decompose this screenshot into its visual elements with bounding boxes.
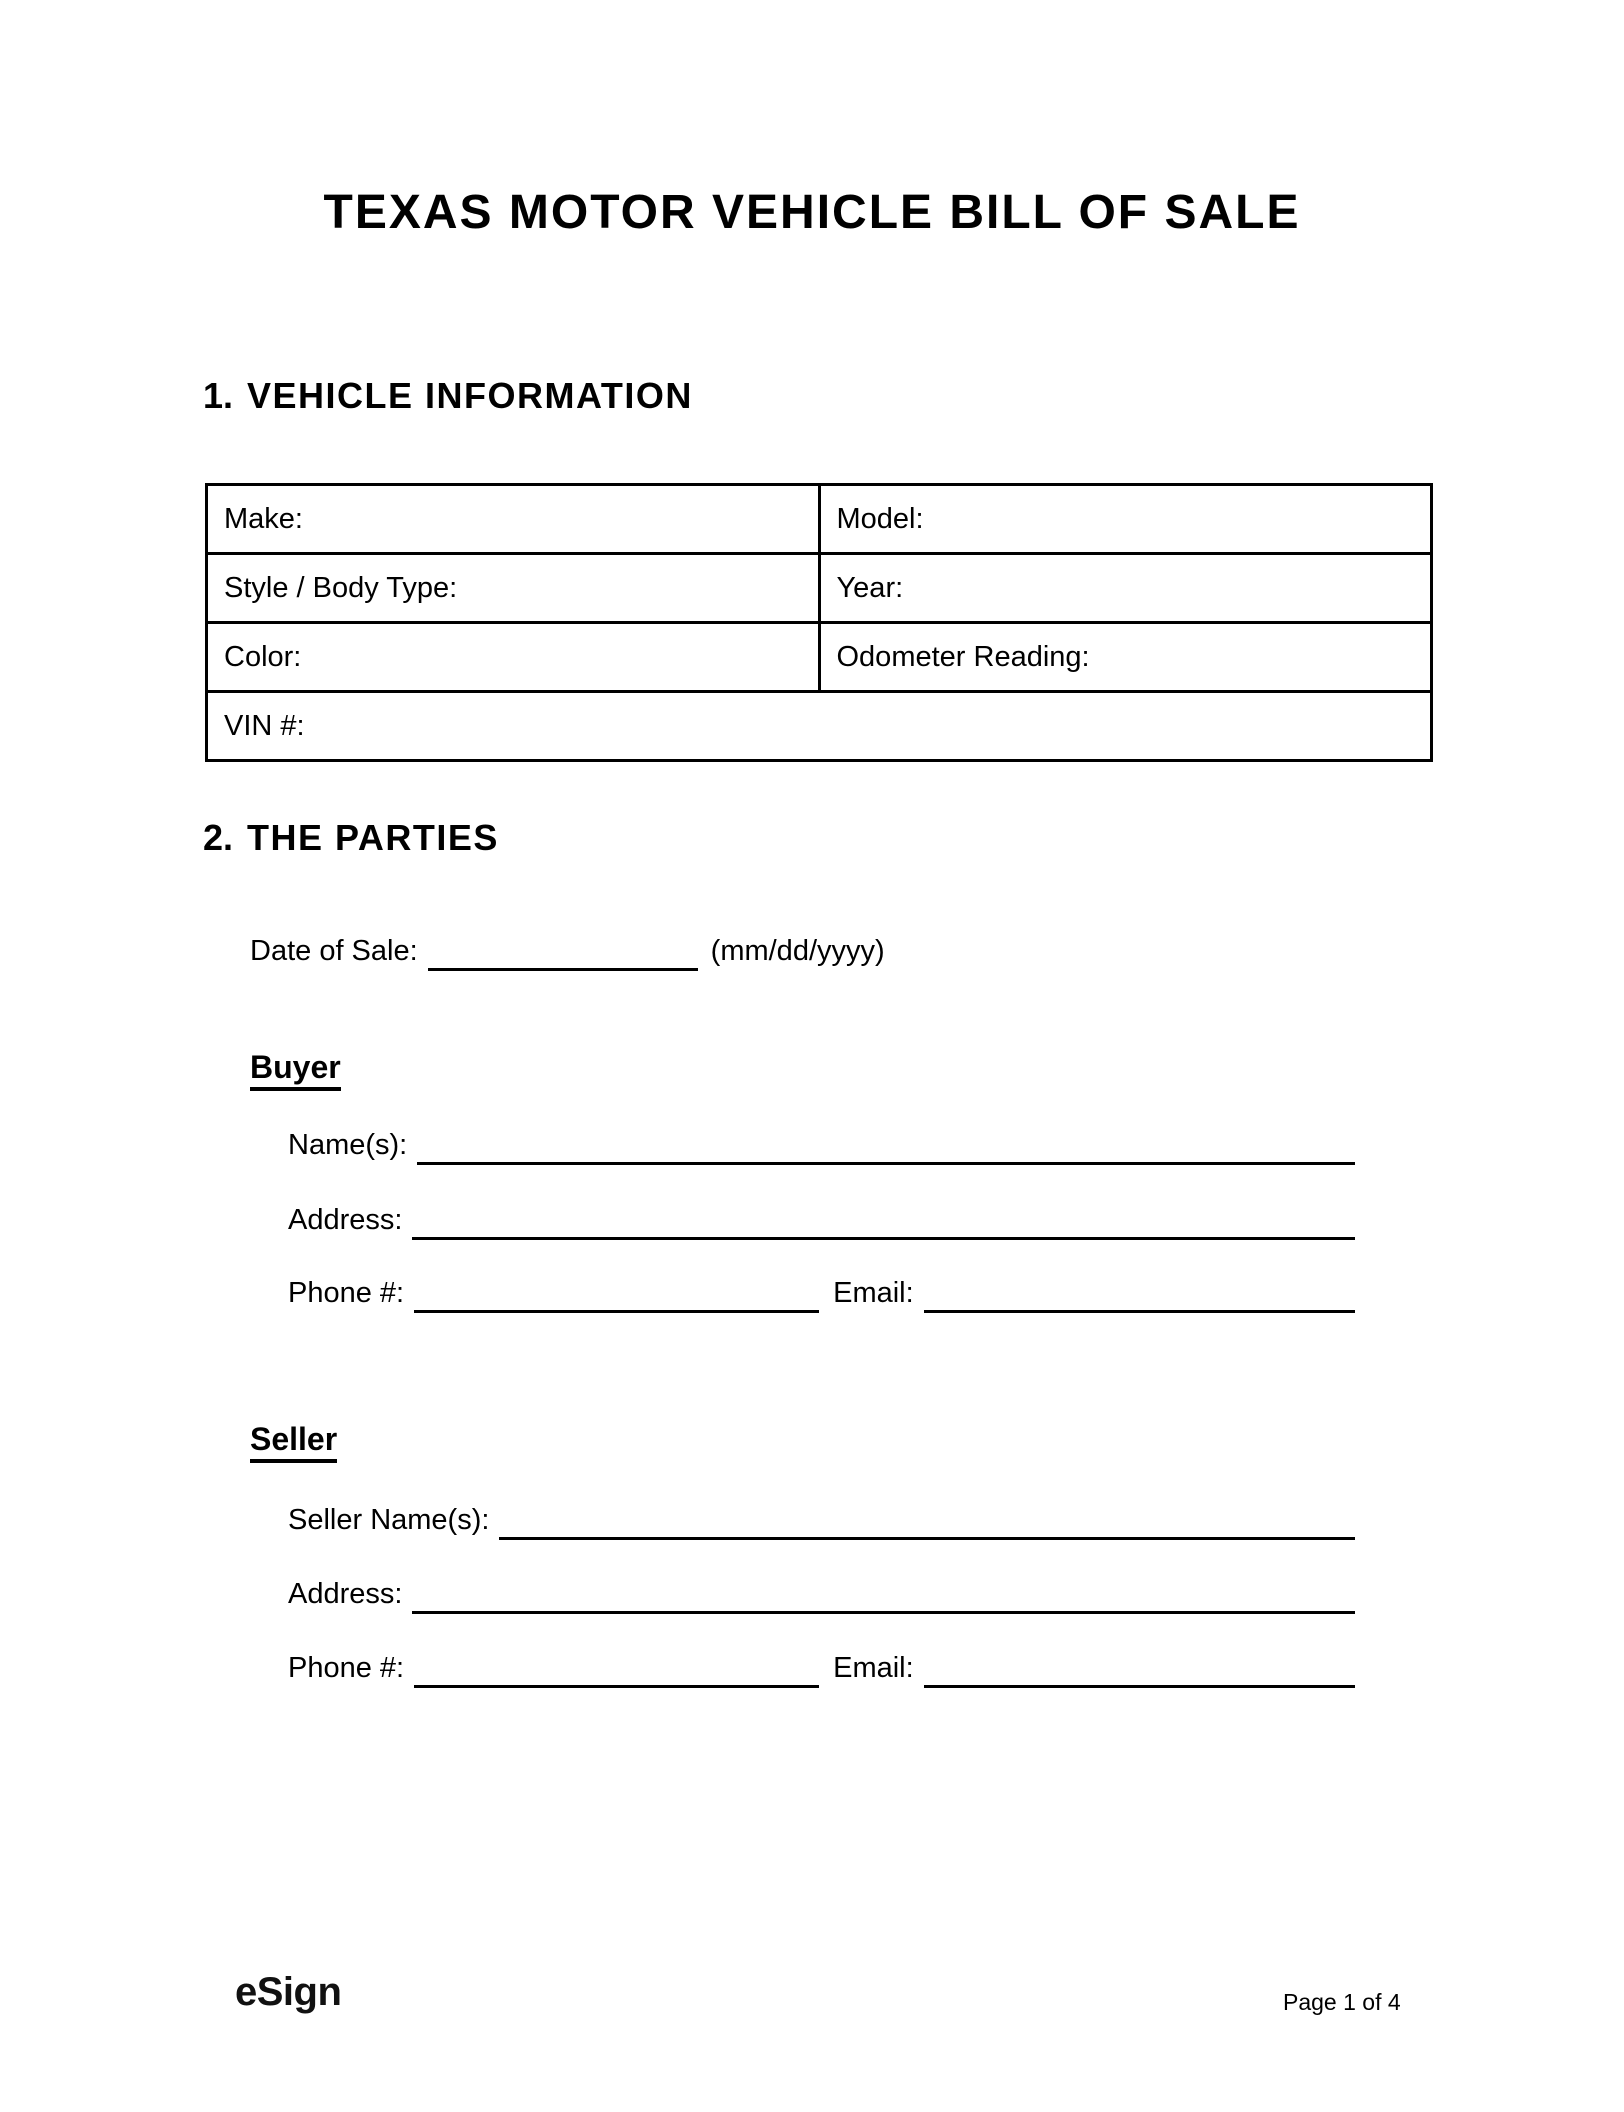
date-of-sale-row <box>250 928 890 971</box>
buyer-phone-label: Phone #: <box>288 1277 405 1309</box>
buyer-name-input-line[interactable] <box>417 1122 1355 1165</box>
table-row <box>207 692 1432 761</box>
odometer-cell[interactable] <box>819 623 1432 692</box>
seller-name-input-line[interactable] <box>499 1497 1355 1540</box>
odometer-label: Odometer Reading: <box>836 640 1090 673</box>
table-row <box>207 554 1432 623</box>
buyer-email-label: Email: <box>833 1277 914 1309</box>
seller-name-label: Seller Name(s): <box>288 1504 490 1536</box>
buyer-address-row <box>288 1197 1355 1240</box>
model-label: Model: <box>836 502 924 535</box>
date-format-hint: (mm/dd/yyyy) <box>710 935 885 967</box>
seller-address-input-line[interactable] <box>412 1571 1355 1614</box>
date-of-sale-input-line[interactable] <box>428 928 698 971</box>
vin-cell[interactable] <box>207 692 1432 761</box>
buyer-name-label: Name(s): <box>288 1129 408 1161</box>
section-2-number: 2. <box>203 817 234 858</box>
section-1-heading <box>203 374 693 418</box>
seller-address-label: Address: <box>288 1578 403 1610</box>
color-label: Color: <box>224 640 302 673</box>
color-cell[interactable] <box>207 623 820 692</box>
buyer-name-row <box>288 1122 1355 1165</box>
esign-logo: eSign <box>235 1970 342 2014</box>
section-2-heading <box>203 816 499 860</box>
style-body-type-cell[interactable] <box>207 554 820 623</box>
seller-heading: Seller <box>250 1422 337 1463</box>
buyer-phone-input-line[interactable] <box>414 1270 819 1313</box>
make-label: Make: <box>224 502 303 535</box>
year-cell[interactable] <box>819 554 1432 623</box>
seller-phone-input-line[interactable] <box>414 1645 819 1688</box>
seller-phone-label: Phone #: <box>288 1652 405 1684</box>
section-1-title: VEHICLE INFORMATION <box>247 375 693 416</box>
vin-label: VIN #: <box>224 709 305 742</box>
buyer-address-input-line[interactable] <box>412 1197 1355 1240</box>
page-indicator: Page 1 of 4 <box>1283 1989 1401 2015</box>
section-2-title: THE PARTIES <box>247 817 499 858</box>
model-cell[interactable] <box>819 485 1432 554</box>
year-label: Year: <box>836 571 904 604</box>
buyer-phone-email-row <box>288 1270 1355 1313</box>
seller-email-input-line[interactable] <box>924 1645 1355 1688</box>
date-of-sale-label: Date of Sale: <box>250 935 418 967</box>
buyer-heading: Buyer <box>250 1050 341 1091</box>
table-row <box>207 485 1432 554</box>
seller-phone-email-row <box>288 1645 1355 1688</box>
table-row <box>207 623 1432 692</box>
style-body-type-label: Style / Body Type: <box>224 571 458 604</box>
make-cell[interactable] <box>207 485 820 554</box>
seller-email-label: Email: <box>833 1652 914 1684</box>
section-1-number: 1. <box>203 375 234 416</box>
vehicle-info-table <box>205 483 1433 762</box>
seller-address-row <box>288 1571 1355 1614</box>
document-title: TEXAS MOTOR VEHICLE BILL OF SALE <box>323 186 1301 239</box>
seller-name-row <box>288 1497 1355 1540</box>
buyer-email-input-line[interactable] <box>924 1270 1355 1313</box>
buyer-address-label: Address: <box>288 1204 403 1236</box>
